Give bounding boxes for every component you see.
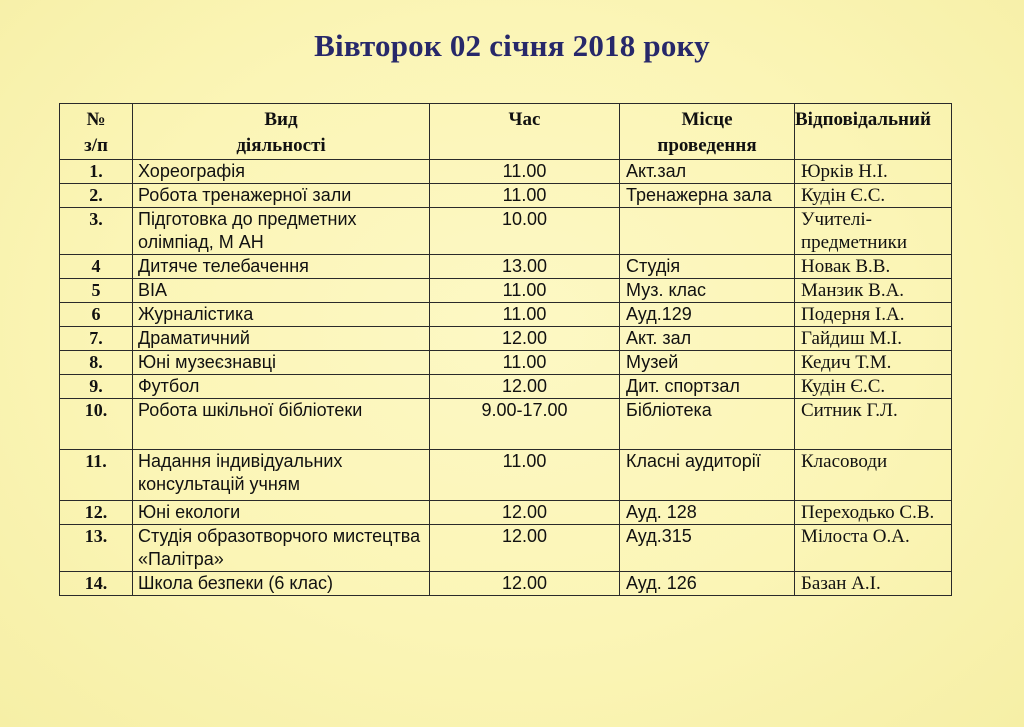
row-number: 12. [60,501,133,525]
table-row [60,399,952,450]
row-number: 2. [60,184,133,208]
row-activity: ВІА [133,279,430,303]
row-activity: Драматичний [133,327,430,351]
header-time-label: Час [508,109,541,130]
row-responsible: Класоводи [795,450,952,501]
row-place: Студія [620,255,795,279]
table-row [60,208,952,255]
row-responsible: Базан А.І. [795,572,952,596]
row-time: 12.00 [430,572,620,596]
table-row [60,351,952,375]
table-row [60,303,952,327]
row-activity: Футбол [133,375,430,399]
header-place-line2: проведення [657,135,757,156]
header-activity [133,104,430,160]
row-number: 5 [60,279,133,303]
row-place: Акт. зал [620,327,795,351]
row-place: Ауд.315 [620,525,795,572]
row-activity: Студія образотворчого мистецтва «Палітра» [133,525,430,572]
table-row [60,327,952,351]
row-place: Муз. клас [620,279,795,303]
row-time: 11.00 [430,160,620,184]
row-responsible: Юрків Н.І. [795,160,952,184]
row-place: Тренажерна зала [620,184,795,208]
row-time: 12.00 [430,501,620,525]
row-activity: Хореографія [133,160,430,184]
row-number: 13. [60,525,133,572]
row-time: 12.00 [430,375,620,399]
header-number-line2: з/п [84,135,108,156]
row-responsible: Гайдиш М.І. [795,327,952,351]
row-responsible: Ситник Г.Л. [795,399,952,450]
table-header-row [60,104,952,160]
row-time: 11.00 [430,279,620,303]
row-number: 11. [60,450,133,501]
row-place: Дит. спортзал [620,375,795,399]
table-row [60,184,952,208]
row-time: 11.00 [430,351,620,375]
header-time [430,104,620,160]
page-title: Вівторок 02 січня 2018 року [314,28,710,63]
row-time: 9.00-17.00 [430,399,620,450]
row-number: 10. [60,399,133,450]
row-activity: Робота шкільної бібліотеки [133,399,430,450]
row-responsible: Кудін Є.С. [795,375,952,399]
row-responsible: Новак В.В. [795,255,952,279]
table-row [60,450,952,501]
row-number: 14. [60,572,133,596]
row-activity: Журналістика [133,303,430,327]
row-responsible: Учителі-предметники [795,208,952,255]
row-time: 12.00 [430,327,620,351]
row-place: Акт.зал [620,160,795,184]
row-place: Ауд.129 [620,303,795,327]
header-place [620,104,795,160]
table-row [60,255,952,279]
row-responsible: Манзик В.А. [795,279,952,303]
row-responsible: Подерня І.А. [795,303,952,327]
header-place-line1: Місце [681,109,733,130]
header-activity-line2: діяльності [236,135,326,156]
table-row [60,501,952,525]
row-responsible: Переходько С.В. [795,501,952,525]
row-number: 9. [60,375,133,399]
row-activity: Надання індивідуальних консультацій учням [133,450,430,501]
row-activity: Юні екологи [133,501,430,525]
row-activity: Дитяче телебачення [133,255,430,279]
row-time: 13.00 [430,255,620,279]
header-number [60,104,133,160]
row-time: 11.00 [430,184,620,208]
row-responsible: Мілоста О.А. [795,525,952,572]
schedule-table [59,103,952,596]
row-number: 3. [60,208,133,255]
row-activity: Юні музеєзнавці [133,351,430,375]
header-activity-line1: Вид [264,109,298,130]
row-responsible: Кедич Т.М. [795,351,952,375]
header-responsible [795,104,952,160]
table-row [60,525,952,572]
row-place: Музей [620,351,795,375]
table-row [60,572,952,596]
table-row [60,375,952,399]
row-place: Ауд. 128 [620,501,795,525]
row-number: 7. [60,327,133,351]
row-place: Ауд. 126 [620,572,795,596]
row-place: Класні аудиторії [620,450,795,501]
row-time: 12.00 [430,525,620,572]
row-time: 10.00 [430,208,620,255]
row-place [620,208,795,255]
row-time: 11.00 [430,303,620,327]
row-number: 1. [60,160,133,184]
row-activity: Підготовка до предметних олімпіад, М АН [133,208,430,255]
row-place: Бібліотека [620,399,795,450]
row-number: 6 [60,303,133,327]
row-number: 4 [60,255,133,279]
row-activity: Робота тренажерної зали [133,184,430,208]
row-activity: Школа безпеки (6 клас) [133,572,430,596]
row-time: 11.00 [430,450,620,501]
header-responsible-label: Відповідальний [795,109,931,130]
row-number: 8. [60,351,133,375]
row-responsible: Кудін Є.С. [795,184,952,208]
table-row [60,160,952,184]
header-number-line1: № [86,109,106,130]
table-row [60,279,952,303]
